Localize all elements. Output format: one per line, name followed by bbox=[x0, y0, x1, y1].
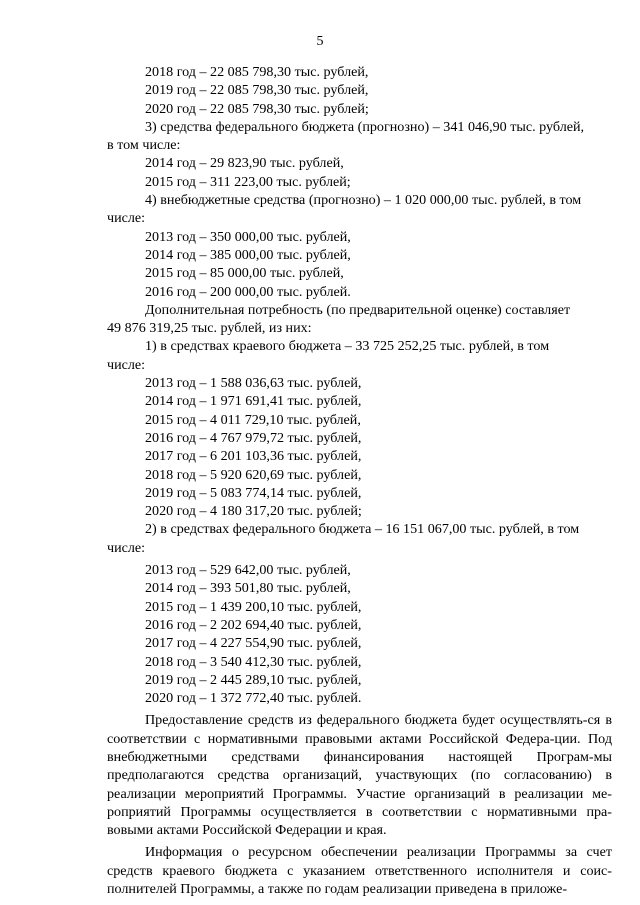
list-item: 2014 год – 385 000,00 тыс. рублей, bbox=[145, 246, 351, 263]
extra-budget-heading: 4) внебюджетные средства (прогнозно) – 1 020 000,00 тыс. рублей, в том bbox=[145, 192, 582, 209]
list-item: 2018 год – 22 085 798,30 тыс. рублей, bbox=[145, 64, 369, 80]
year-list-c bbox=[107, 228, 612, 301]
list-item: 2018 год – 3 540 412,30 тыс. рублей, bbox=[145, 653, 362, 670]
list-item: 2015 год – 4 011 729,10 тыс. рублей, bbox=[145, 411, 361, 428]
list-item: 2015 год – 85 000,00 тыс. рублей, bbox=[145, 265, 344, 282]
list-item: 2019 год – 5 083 774,14 тыс. рублей, bbox=[145, 484, 362, 501]
page-number: 5 bbox=[316, 34, 324, 49]
additional-need-continuation: 49 876 319,25 тыс. рублей, из них: bbox=[107, 320, 312, 337]
paragraph-text: Информация о ресурсном обеспечении реализации Программы за счет средств краевого бюджета с указанием ответственного исполнителя и соис-полнителей Программы, а также по годам реализации приведена в приложе- bbox=[107, 844, 612, 898]
regional-budget-continuation: числе: bbox=[107, 356, 146, 373]
list-item: 2020 год – 4 180 317,20 тыс. рублей; bbox=[145, 503, 362, 520]
list-item: 2017 год – 6 201 103,36 тыс. рублей, bbox=[145, 448, 362, 465]
year-list-d bbox=[107, 374, 612, 520]
list-item: 2014 год – 29 823,90 тыс. рублей, bbox=[145, 155, 344, 172]
list-item: 2017 год – 4 227 554,90 тыс. рублей, bbox=[145, 635, 362, 652]
list-item: 2019 год – 2 445 289,10 тыс. рублей, bbox=[145, 671, 362, 688]
list-item: 2016 год – 2 202 694,40 тыс. рублей, bbox=[145, 616, 362, 633]
list-item: 2018 год – 5 920 620,69 тыс. рублей, bbox=[145, 466, 362, 483]
paragraph-text: Предоставление средств из федерального бюджета будет осуществлять-ся в соответствии с нормативными правовыми актами Российской Федера-ции. Под внебюджетными средствами финансирования настоящей Програм-мы предполагаются средства организаций, участвующих (по согласованию) в реализации мероприятий Программы. Участие организаций в реализации ме-роприятий Программы осуществляется в соответствии с нормативными пра-вовыми актами Российской Федерации и края. bbox=[107, 712, 612, 839]
extra-budget-continuation: числе: bbox=[107, 210, 146, 227]
year-list-b bbox=[107, 154, 612, 191]
paragraph-resource-info bbox=[107, 843, 612, 898]
list-item: 2016 год – 4 767 979,72 тыс. рублей, bbox=[145, 429, 362, 446]
federal-forecast-heading: 3) средства федерального бюджета (прогнозно) – 341 046,90 тыс. рублей, bbox=[145, 118, 585, 135]
list-item: 2016 год – 200 000,00 тыс. рублей. bbox=[145, 283, 351, 300]
federal-budget-continuation: числе: bbox=[107, 539, 146, 556]
list-item: 2020 год – 1 372 772,40 тыс. рублей. bbox=[145, 690, 362, 707]
regional-budget-heading: 1) в средствах краевого бюджета – 33 725 252,25 тыс. рублей, в том bbox=[145, 338, 550, 355]
year-list-e bbox=[107, 561, 612, 707]
federal-budget-heading: 2) в средствах федерального бюджета – 16 151 067,00 тыс. рублей, в том bbox=[145, 521, 580, 538]
list-item: 2019 год – 22 085 798,30 тыс. рублей, bbox=[145, 82, 369, 99]
list-item: 2013 год – 350 000,00 тыс. рублей, bbox=[145, 228, 351, 245]
list-item: 2013 год – 529 642,00 тыс. рублей, bbox=[145, 562, 351, 579]
year-list-a bbox=[107, 63, 612, 118]
document-body bbox=[107, 63, 612, 898]
list-item: 2013 год – 1 588 036,63 тыс. рублей, bbox=[145, 375, 362, 392]
list-item: 2020 год – 22 085 798,30 тыс. рублей; bbox=[145, 100, 369, 117]
additional-need-heading: Дополнительная потребность (по предварительной оценке) составляет bbox=[145, 301, 571, 318]
list-item: 2014 год – 1 971 691,41 тыс. рублей, bbox=[145, 393, 362, 410]
list-item: 2015 год – 311 223,00 тыс. рублей; bbox=[145, 173, 351, 190]
list-item: 2015 год – 1 439 200,10 тыс. рублей, bbox=[145, 598, 362, 615]
paragraph-federal-funding bbox=[107, 711, 612, 839]
list-item: 2014 год – 393 501,80 тыс. рублей, bbox=[145, 580, 351, 597]
federal-forecast-continuation: в том числе: bbox=[107, 137, 181, 154]
